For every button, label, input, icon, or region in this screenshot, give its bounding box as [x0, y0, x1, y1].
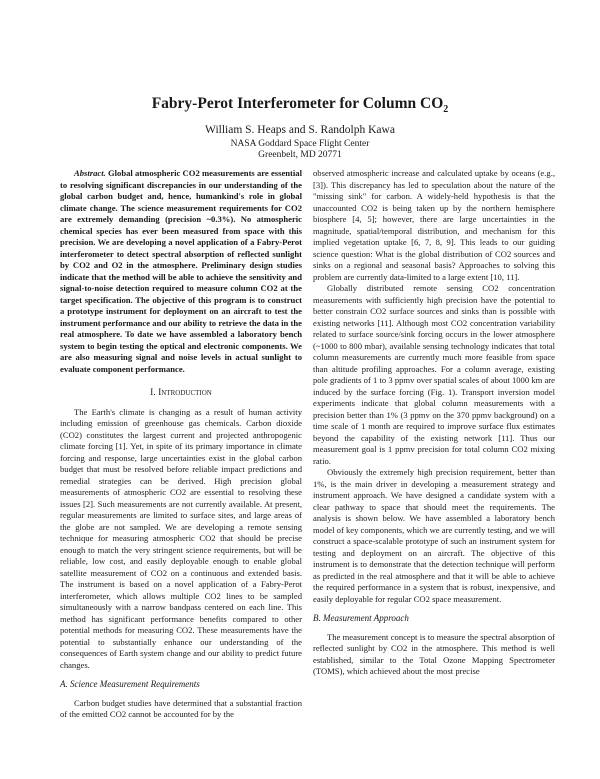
abstract-label: Abstract.: [74, 168, 106, 178]
subsection-heading-science: A. Science Measurement Requirements: [60, 679, 200, 689]
right-column: [313, 168, 555, 678]
section-heading-introduction: I. Introduction: [150, 387, 212, 398]
instrument-design-paragraph: Obviously the extremely high precision requirement, better than 1%, is the main driver in developing a measurement strategy and instrument approach. We have designed a candidate system with a clear pathway to space that should meet the requirements. The analysis is shown below. We have assembled a laboratory bench model of key components, which we are currently testing, and we will construct a space-scalable prototype of such an instrument system for testing and deployment on an aircraft. The objective of this instrument is to demonstrate that the detection technique will perform as predicted in the real atmosphere and that it will be able to achieve the required performance in a system that is robust, inexpensive, and easily deployable for regular CO2 space measurement.: [313, 467, 555, 604]
science-paragraph: Carbon budget studies have determined that a substantial fraction of the emitted CO2 cannot be accounted for by the: [60, 697, 302, 719]
affiliation-institution: NASA Goddard Space Flight Center: [230, 139, 370, 149]
subsection-heading-approach: B. Measurement Approach: [313, 613, 409, 623]
authors: William S. Heaps and S. Randolph Kawa: [205, 124, 395, 136]
science-paragraph-continued: observed atmospheric increase and calculated uptake by oceans (e.g., [3]). This discrepancy has led to speculation about the nature of the "missing sink" for carbon. A widely-held hypothesis is that the unaccounted CO2 is being taken up by the northern hemisphere biosphere [4, 5]; however, there are large uncertainties in the magnitude, spatial/temporal distribution, and mechanism for this implied vegetation uptake [6, 7, 8, 9]. This leads to our guiding science question: What is the global distribution of CO2 sources and sinks on a regional and seasonal basis? Approaches to solving this problem are currently data-limited to a large extent [10, 11].: [313, 168, 555, 282]
abstract: [60, 168, 302, 375]
left-column: [60, 168, 302, 721]
affiliation-location: Greenbelt, MD 20771: [258, 150, 342, 160]
abstract-text: Global atmospheric CO2 measurements are essential to resolving significant discrepancies in our understanding of the global carbon budget and, hence, humankind's role in global climate change. The science measurement requirements for CO2 are extremely demanding (precision ~0.3%). No atmospheric chemical species has ever been measured from space with this precision. We are developing a novel application of a Fabry-Perot interferometer to detect spectral absorption of reflected sunlight by CO2 and O2 in the atmosphere. Preliminary design studies indicate that the method will be able to achieve the sensitivity and signal-to-noise detection required to measure column CO2 at the target specification. The objective of this program is to construct a prototype instrument for deployment on an aircraft to test the instrument performance and our ability to retrieve the data in the real atmosphere. To date we have assembled a laboratory bench system to begin testing the optical and electronic components. We are also measuring signal and noise levels in actual sunlight to evaluate component performance.: [60, 168, 302, 374]
approach-paragraph: The measurement concept is to measure the spectral absorption of reflected sunlight by CO2 in the atmosphere. This method is well established, similar to the Total Ozone Mapping Spectrometer (TOMS), which achieved about the most precise: [313, 631, 555, 676]
global-measurement-paragraph: Globally distributed remote sensing CO2 concentration measurements with sufficiently high precision have the potential to better constrain CO2 surface sources and sinks than is possible with existing networks [11]. Although most CO2 concentration variability related to surface source/sink forcing occurs in the lower atmosphere (~1000 to 800 mbar), available sensing technology indicates that total column measurements are currently much more feasible from space than altitude profiling approaches. For a column average, existing pole gradients of 1 to 3 ppmv over spatial scales of about 1000 km are induced by the surface forcing (Fig. 1). Transport inversion model experiments indicate that global column measurements with a precision better than 1% (3 ppmv on the 370 ppmv background) on a time scale of 1 month are required to improve surface flux estimates beyond the capability of the existing network [11]. Thus our measurement goal is 1 ppmv precision for total column CO2 mixing ratio.: [313, 283, 555, 466]
paper-title: Fabry-Perot Interferometer for Column $CO_2$: [151, 95, 449, 116]
intro-paragraph: The Earth's climate is changing as a result of human activity including emission of greenhouse gas chemicals. Carbon dioxide (CO2) constitutes the largest current and projected anthropogenic climate forcing [1]. Yet, in spite of its primary importance in climate forcing and response, large uncertainties exist in the global carbon budget that must be resolved before reliable impact predictions and remedial strategies can be derived. High precision global measurements of atmospheric CO2 are essential to resolving these issues [2]. Such measurements are not currently available. At present, regular measurements are limited to surface sites, and large areas of the globe are not sampled. We are developing a remote sensing technique for measuring atmospheric CO2 that should be precise enough to match the very stringent science requirements, but will be reliable, low cost, and easily deployable enough to enable global satellite measurement of CO2 on a continuous and extended basis. The instrument is based on a novel application of a Fabry-Perot interferometer, which allows multiple CO2 lines to be sampled simultaneously with a narrow bandpass centered on each line. This method has significant performance benefits compared to other potential methods for measuring CO2. These measurements have the potential to substantially enhance our understanding of the consequences of Earth system change and our ability to predict future changes.: [60, 406, 302, 670]
